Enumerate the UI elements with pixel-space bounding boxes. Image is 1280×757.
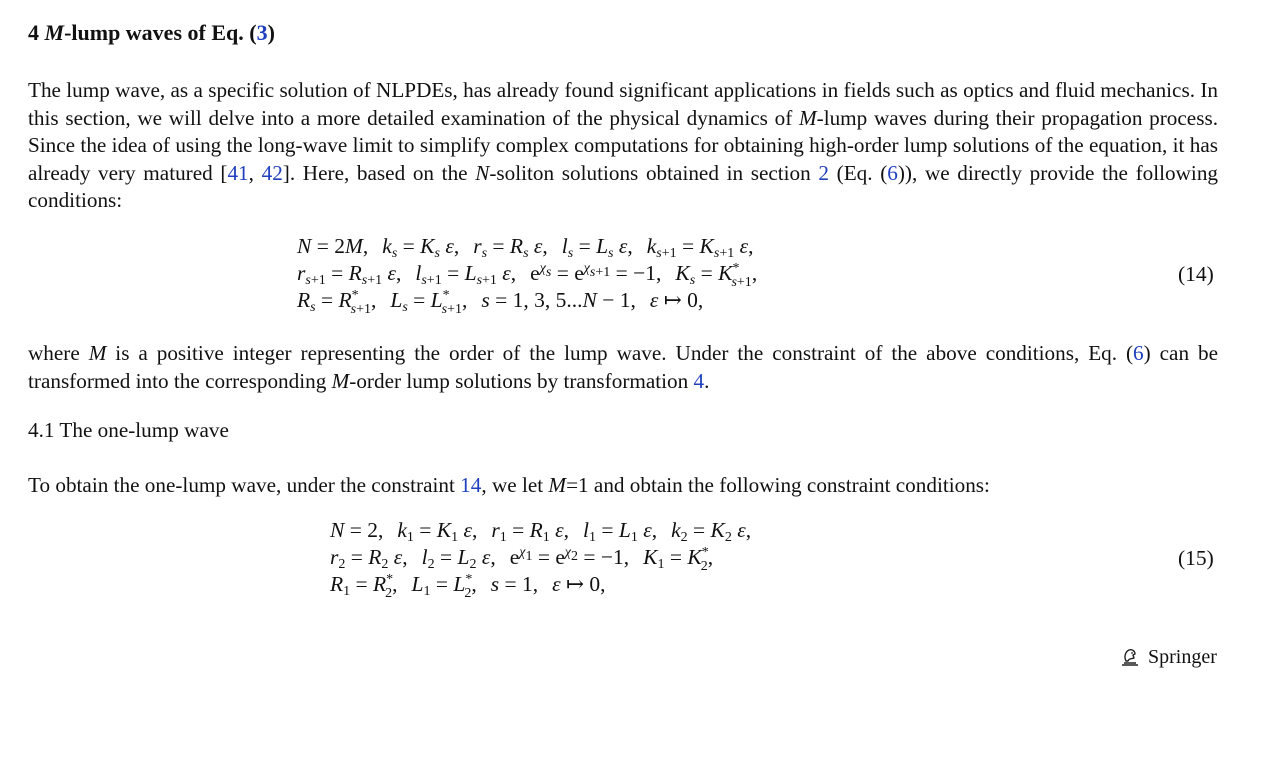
para1-text-4: -soliton solutions obtained in section bbox=[489, 160, 819, 185]
explanation-paragraph bbox=[28, 340, 1218, 395]
para3-text-3: =1 and obtain the following constraint conditions: bbox=[566, 473, 990, 497]
eq14-line-2: $r_{s+1} = R_{s+1}$ ε, $l_{s+1} = L_{s+1}$ ε, $e^{\chi_s} = e^{\chi_{s+1}} = -1$, $K_s = K^*_{s+1}$, bbox=[297, 261, 758, 290]
section-link-2[interactable]: 2 bbox=[818, 160, 829, 185]
section-title-text: -lump waves of Eq. ( bbox=[64, 20, 257, 45]
para3-text-2: , we let bbox=[481, 473, 549, 497]
equation-14-number: (14) bbox=[1178, 262, 1214, 286]
para1-text-2: -lump waves during their propagation process. Since the idea of using the long-wave limit to simplify complex computations for obtaining high-order lump solutions of the equation, it has already very matured [ bbox=[28, 105, 1218, 185]
section-title-end: ) bbox=[267, 20, 275, 45]
eq14-line-1: N = 2M, $k_s = K_s$ ε, $r_s = R_s$ ε, $l_s = L_s$ ε, $k_{s+1} = K_{s+1}$ ε, bbox=[297, 234, 754, 261]
equation-15 bbox=[330, 517, 752, 601]
one-lump-paragraph bbox=[28, 472, 1218, 500]
eq15-line-1: N = 2, $k_1 = K_1$ ε, $r_1 = R_1$ ε, $l_1 = L_1$ ε, $k_2 = K_2$ ε, bbox=[330, 518, 752, 545]
springer-horse-icon bbox=[1118, 645, 1142, 669]
para2-var-m: M bbox=[88, 341, 107, 365]
equation-link-6[interactable]: 6 bbox=[887, 160, 898, 185]
para2-var-m2: M bbox=[331, 368, 350, 393]
para1-text-5: (Eq. ( bbox=[829, 160, 888, 185]
publisher-name: Springer bbox=[1148, 645, 1217, 668]
section-equation-link[interactable]: 3 bbox=[256, 20, 268, 45]
citation-separator: , bbox=[248, 160, 262, 185]
section-title-variable: M bbox=[44, 20, 65, 45]
section-heading bbox=[28, 20, 275, 46]
eq15-line-3: $R_1 = R^*_2$, $L_1 = L^*_2$, s = 1, ε ↦ 0, bbox=[330, 572, 606, 601]
subsection-number: 4.1 bbox=[28, 418, 55, 442]
subsection-title: The one-lump wave bbox=[59, 418, 229, 442]
intro-paragraph bbox=[28, 77, 1218, 215]
equation-link-14[interactable]: 14 bbox=[460, 473, 482, 497]
equation-link-6b[interactable]: 6 bbox=[1133, 341, 1144, 365]
equation-15-number: (15) bbox=[1178, 546, 1214, 570]
subsection-heading bbox=[28, 418, 229, 443]
para3-var-m: M bbox=[548, 473, 567, 497]
para1-text-3: ]. Here, based on the bbox=[282, 160, 476, 185]
para1-text-1: The lump wave, as a specific solution of NLPDEs, has already found significant applications in fields such as optics and fluid mechanics. In this section, we will delve into a more detailed examination of the physical dynamics of bbox=[28, 78, 1218, 130]
para2-text-2: is a positive integer representing the order of the lump wave. Under the constraint of the above conditions, Eq. ( bbox=[106, 341, 1134, 365]
transformation-link-4[interactable]: 4 bbox=[693, 368, 705, 393]
para1-var-n: N bbox=[475, 160, 490, 185]
para3-text-1: To obtain the one-lump wave, under the constraint bbox=[28, 473, 461, 497]
para2-text-4: -order lump solutions by transformation bbox=[349, 368, 694, 393]
para1-var-m: M bbox=[798, 105, 817, 130]
springer-logo bbox=[1118, 645, 1217, 669]
para2-text-5: . bbox=[704, 368, 710, 393]
equation-14 bbox=[297, 233, 758, 317]
eq15-line-2: $r_2 = R_2$ ε, $l_2 = L_2$ ε, $e^{\chi_1} = e^{\chi_2} = -1$, $K_1 = K^*_2$, bbox=[330, 545, 714, 574]
para2-text-1: where bbox=[28, 341, 89, 365]
citation-link-41[interactable]: 41 bbox=[227, 160, 249, 185]
section-number: 4 bbox=[28, 20, 39, 45]
para1-text-6: )), we directly provide the following conditions: bbox=[28, 160, 1219, 212]
citation-link-42[interactable]: 42 bbox=[261, 160, 283, 185]
para2-text-3: ) can be transformed into the corresponding bbox=[28, 341, 1218, 393]
eq14-line-3: $R_s = R^*_{s+1}$, $L_s = L^*_{s+1}$, s = 1, 3, 5...N − 1, ε ↦ 0, bbox=[297, 288, 704, 317]
